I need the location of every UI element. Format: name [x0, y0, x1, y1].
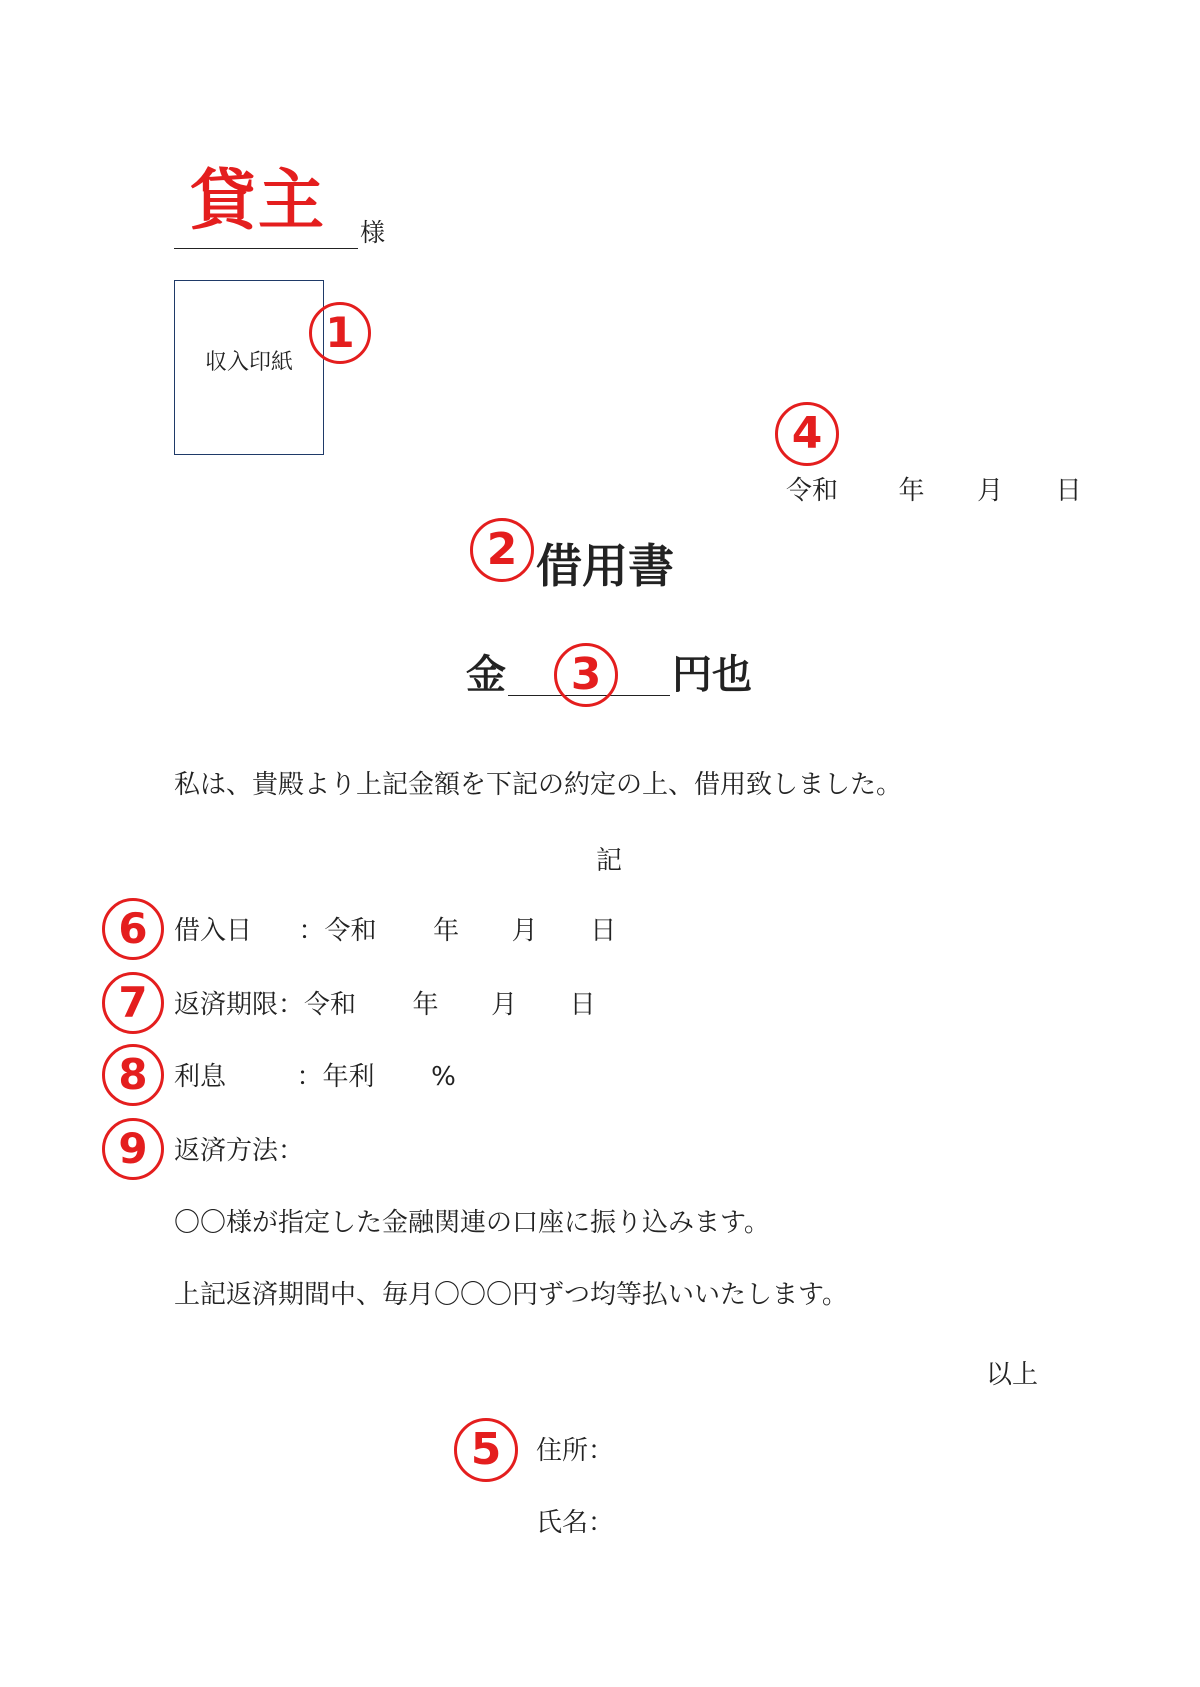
address-label: 住所： — [536, 1436, 615, 1466]
marker-4: 4 — [775, 402, 839, 466]
lender-suffix: 様 — [360, 218, 386, 247]
payment-line-1: 〇〇様が指定した金融関連の口座に振り込みます。 — [174, 1208, 770, 1238]
interest-value: ：年利 — [296, 1062, 375, 1092]
due-date-label: 返済期限：令和 — [174, 990, 357, 1020]
amount-prefix: 金 — [466, 652, 506, 698]
repayment-method-label: 返済方法： — [174, 1136, 305, 1166]
marker-3: 3 — [554, 643, 618, 707]
document-title: 借用書 — [536, 539, 674, 593]
marker-7: 7 — [102, 972, 164, 1034]
marker-6: 6 — [102, 898, 164, 960]
ijo-closing: 以上 — [986, 1360, 1039, 1390]
marker-5: 5 — [454, 1418, 518, 1482]
borrow-date-year: 年 — [433, 916, 460, 946]
ki-heading: 記 — [596, 846, 623, 876]
due-date-month: 月 — [491, 990, 518, 1020]
due-date-day: 日 — [569, 990, 596, 1020]
borrow-date-row — [174, 918, 616, 944]
borrow-date-label: 借入日 — [174, 916, 253, 946]
lender-name: 貸主 — [190, 162, 326, 239]
issue-date-day: 日 — [1055, 476, 1082, 506]
payment-line-2: 上記返済期間中、毎月〇〇〇円ずつ均等払いいたします。 — [174, 1280, 848, 1310]
issue-date-year: 年 — [898, 476, 925, 506]
statement-text: 私は、貴殿より上記金額を下記の約定の上、借用致しました。 — [174, 770, 903, 800]
name-label: 氏名： — [536, 1508, 615, 1538]
due-date-row — [174, 992, 596, 1018]
issue-date — [786, 478, 1082, 504]
amount-suffix: 円也 — [672, 652, 752, 698]
borrow-date-month: 月 — [511, 916, 538, 946]
interest-row — [174, 1064, 456, 1090]
due-date-year: 年 — [412, 990, 439, 1020]
marker-2: 2 — [470, 518, 534, 582]
issue-date-era: 令和 — [786, 476, 839, 506]
revenue-stamp-label: 収入印紙 — [204, 350, 293, 375]
borrow-date-day: 日 — [590, 916, 617, 946]
interest-unit: % — [431, 1062, 456, 1092]
interest-label: 利息 — [174, 1062, 227, 1092]
lender-underline — [174, 248, 358, 249]
issue-date-month: 月 — [977, 476, 1004, 506]
borrow-date-era: ：令和 — [298, 916, 377, 946]
marker-8: 8 — [102, 1044, 164, 1106]
marker-9: 9 — [102, 1118, 164, 1180]
marker-1: 1 — [309, 302, 371, 364]
